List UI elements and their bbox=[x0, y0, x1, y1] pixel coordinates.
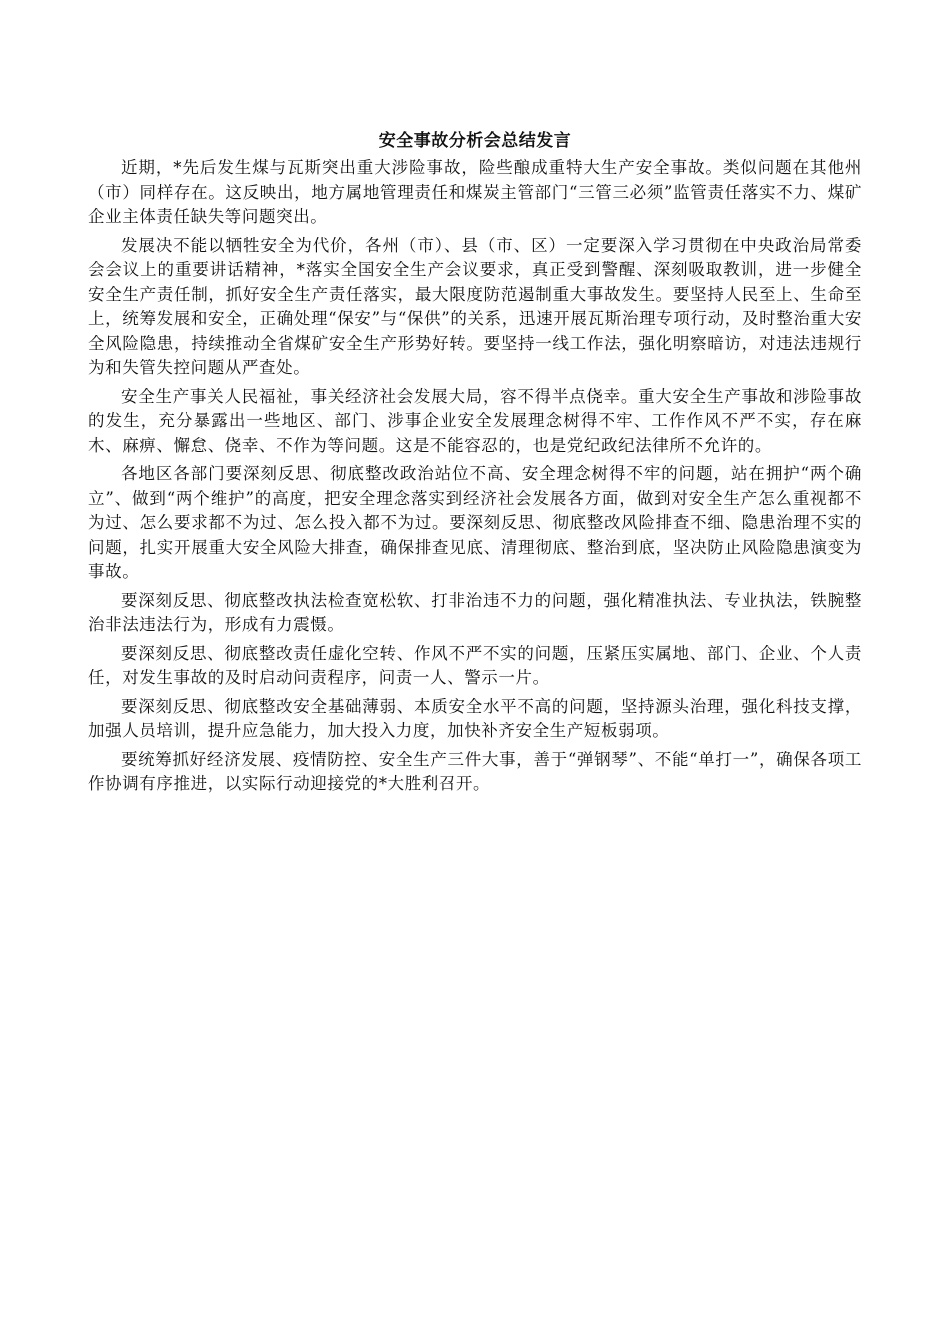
paragraph: 要深刻反思、彻底整改责任虚化空转、作风不严不实的问题，压紧压实属地、部门、企业、个人责任，对发生事故的及时启动问责程序，问责一人、警示一片。 bbox=[88, 643, 862, 687]
paragraph: 安全生产事关人民福祉，事关经济社会发展大局，容不得半点侥幸。重大安全生产事故和涉险事故的发生，充分暴露出一些地区、部门、涉事企业安全发展理念树得不牢、工作作风不严不实，存在麻木、麻痹、懈怠、侥幸、不作为等问题。这是不能容忍的，也是党纪政纪法律所不允许的。 bbox=[88, 386, 862, 455]
paragraph: 发展决不能以牺牲安全为代价，各州（市）、县（市、区）一定要深入学习贯彻在中央政治局常委会会议上的重要讲话精神，*落实全国安全生产会议要求，真正受到警醒、深刻吸取教训，进一步健全安全生产责任制，抓好安全生产责任落实，最大限度防范遏制重大事故发生。要坚持人民至上、生命至上，统筹发展和安全，正确处理“保安”与“保供”的关系，迅速开展瓦斯治理专项行动，及时整治重大安全风险隐患，持续推动全省煤矿安全生产形势好转。要坚持一线工作法，强化明察暗访，对违法违规行为和失管失控问题从严查处。 bbox=[88, 235, 862, 377]
paragraph: 各地区各部门要深刻反思、彻底整改政治站位不高、安全理念树得不牢的问题，站在拥护“两个确立”、做到“两个维护”的高度，把安全理念落实到经济社会发展各方面，做到对安全生产怎么重视都不为过、怎么要求都不为过、怎么投入都不为过。要深刻反思、彻底整改风险排查不细、隐患治理不实的问题，扎实开展重大安全风险大排查，确保排查见底、清理彻底、整治到底，坚决防止风险隐患演变为事故。 bbox=[88, 464, 862, 581]
paragraph: 要深刻反思、彻底整改执法检查宽松软、打非治违不力的问题，强化精准执法、专业执法，铁腕整治非法违法行为，形成有力震慑。 bbox=[88, 590, 862, 634]
paragraph: 要深刻反思、彻底整改安全基础薄弱、本质安全水平不高的问题，坚持源头治理，强化科技支撑，加强人员培训，提升应急能力，加大投入力度，加快补齐安全生产短板弱项。 bbox=[88, 696, 862, 740]
document-title: 安全事故分析会总结发言 bbox=[378, 131, 572, 151]
paragraph: 要统筹抓好经济发展、疫情防控、安全生产三件大事，善于“弹钢琴”、不能“单打一”，确保各项工作协调有序推进，以实际行动迎接党的*大胜利召开。 bbox=[88, 749, 862, 793]
document-body bbox=[88, 128, 862, 801]
paragraph: 近期，*先后发生煤与瓦斯突出重大涉险事故，险些酿成重特大生产安全事故。类似问题在其他州（市）同样存在。这反映出，地方属地管理责任和煤炭主管部门“三管三必须”监管责任落实不力、煤矿企业主体责任缺失等问题突出。 bbox=[88, 158, 862, 226]
